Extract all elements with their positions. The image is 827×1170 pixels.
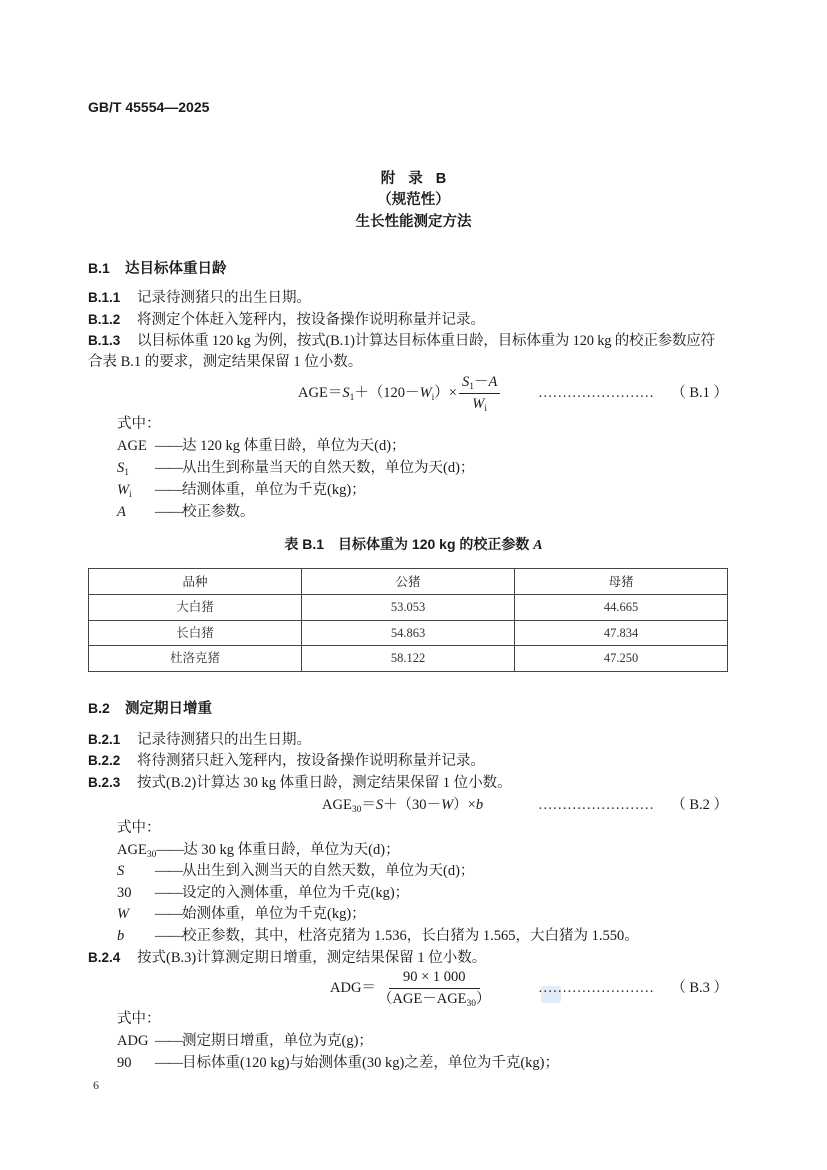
clause-text: 记录待测猪只的出生日期。 [137,732,311,748]
denominator-text: （AGE－AGE [377,991,467,1008]
section-title: 测定期日增重 [125,701,212,717]
fraction-denominator [378,989,491,1009]
symbol-letter: S [117,460,125,476]
formula-paren-open: （120－ [368,385,420,401]
table-b1 [88,568,728,672]
definition-text: 设定的入测体重，单位为千克(kg)； [182,885,410,901]
formula-number: （ B.3 ） [671,980,728,996]
definition-text: 目标体重(120 kg)与始测体重(30 kg)之差，单位为千克(kg)； [182,1055,559,1071]
formula-fraction [459,373,500,414]
annex-type: （规范性） [377,192,450,208]
clause-number: B.2.3 [88,775,121,790]
formula-b3 [330,966,493,1010]
definition-dash: —— [155,863,182,879]
section-heading-b2 [88,698,212,718]
definition-text: 达 30 kg 体重日龄，单位为天(d)； [183,842,400,858]
clause-b2-1 [88,730,311,750]
definition-b [117,926,639,946]
formula-leader-dots: …………………… [538,797,654,813]
formula-b1 [298,372,502,414]
definition-dash: —— [155,482,182,498]
definition-age [117,436,406,456]
formula-sub: i [484,404,488,415]
definition-symbol: 90 [117,1055,132,1071]
definition-text: 结测体重，单位为千克(kg)； [182,482,366,498]
section-heading-b1 [88,258,227,278]
annex-label: 附 录 B [380,171,447,187]
definition-text: 校正参数，其中，杜洛克猪为 1.536，长白猪为 1.565，大白猪为 1.550。 [182,928,639,944]
clause-text: 按式(B.3)计算测定期日增重，测定结果保留 1 位小数。 [137,950,487,966]
table-caption-number: 表 B.1 [284,536,325,552]
table-header-row [89,569,728,595]
table-caption-text: 目标体重为 120 kg 的校正参数 [338,536,534,552]
formula-var-w: W [441,797,454,813]
symbol-subscript: i [129,490,132,500]
table-row [89,595,728,621]
table-row [89,646,728,672]
clause-number: B.2.2 [88,753,121,768]
formula-var-age: AGE [298,385,328,401]
formula-fraction [378,968,491,1009]
clause-b2-2 [88,751,485,771]
definition-symbol [117,840,156,860]
cell-breed: 杜洛克猪 [89,646,302,672]
symbol-subscript: 1 [124,468,129,478]
clause-text: 按式(B.2)计算达 30 kg 体重日龄，测定结果保留 1 位小数。 [137,775,512,791]
cell-sow: 47.250 [515,646,728,672]
fraction-denominator [472,394,487,414]
definition-dash: —— [156,842,184,858]
definition-a [117,502,255,522]
definition-adg [117,1031,373,1051]
definition-symbol: W [117,906,130,922]
formula-paren-close: ） [434,385,449,401]
clause-b2-4 [88,948,486,968]
formula-var-a: A [488,374,498,391]
clause-number: B.1.2 [88,312,121,327]
where-label: 式中： [117,1011,161,1027]
formula-number: （ B.2 ） [671,797,728,813]
symbol-subscript: 30 [146,850,157,860]
section-number: B.2 [88,700,110,716]
definition-dash: —— [155,906,182,922]
definition-symbol [117,458,155,478]
clause-number: B.2.4 [88,950,121,965]
definition-symbol: b [117,928,125,944]
formula-b2 [322,795,483,815]
formula-equals: ＝ [361,797,376,813]
symbol-letter: W [117,482,130,498]
clause-b1-3 [88,331,715,351]
where-label: 式中： [117,416,161,432]
table-caption-variable: A [533,538,543,553]
formula-sub: 1 [349,393,355,403]
definition-symbol: S [117,863,125,879]
definition-dash: —— [155,504,182,520]
formula-var-b: b [475,797,484,813]
formula-number: （ B.1 ） [671,385,728,401]
definition-s [117,861,474,881]
cell-boar: 53.053 [302,595,515,621]
formula-var-s: S [461,374,470,391]
clause-number: B.1.1 [88,290,121,305]
table-caption [0,534,827,554]
formula-leader-dots: …………………… [538,385,654,401]
definition-text: 始测体重，单位为千克(kg)； [182,906,366,922]
col-header-sow: 母猪 [515,569,728,595]
formula-leader-dots: …………………… [538,980,654,996]
page-number: 6 [93,1078,99,1092]
formula-sub: 30 [351,805,362,815]
formula-plus-paren: ＋（30－ [383,797,442,813]
definition-30 [117,883,409,903]
definition-90 [117,1053,559,1073]
clause-text: 将待测猪只赶入笼秤内，按设备操作说明称量并记录。 [137,753,485,769]
clause-b1-3-continuation: 合表 B.1 的要求，测定结果保留 1 位小数。 [88,354,363,370]
definition-dash: —— [155,1033,182,1049]
col-header-breed: 品种 [89,569,302,595]
annex-title: 生长性能测定方法 [355,214,472,230]
clause-b1-1 [88,288,311,308]
definition-text: 校正参数。 [182,504,255,520]
cell-breed: 大白猪 [89,595,302,621]
section-title: 达目标体重日龄 [125,261,227,277]
formula-var-s: S [342,385,350,401]
cell-sow: 47.834 [515,620,728,646]
definition-text: 从出生到入测当天的自然天数，单位为天(d)； [182,863,475,879]
formula-minus: － [473,374,489,391]
formula-paren-times: ）× [453,797,476,813]
definition-text: 从出生到称量当天的自然天数，单位为天(d)； [182,460,475,476]
definition-symbol: 30 [117,885,132,901]
definition-symbol [117,480,155,500]
clause-number: B.2.1 [88,732,121,747]
definition-symbol: ADG [117,1033,149,1049]
formula-var-adg: ADG [330,980,362,996]
definition-symbol: A [117,504,126,520]
formula-var-w: W [472,396,485,413]
cell-sow: 44.665 [515,595,728,621]
formula-times: × [448,385,457,401]
definition-dash: —— [155,928,182,944]
definition-dash: —— [155,460,182,476]
definition-text: 测定期日增重，单位为克(g)； [182,1033,373,1049]
formula-equals: ＝ [361,980,376,996]
section-number: B.1 [88,260,110,276]
formula-var-age: AGE [322,797,352,813]
formula-sub: i [431,393,435,403]
clause-text: 记录待测猪只的出生日期。 [137,290,311,306]
formula-equals: ＝ [327,385,343,401]
clause-text: 以目标体重 120 kg 为例，按式(B.1)计算达目标体重日龄，目标体重为 120 kg 的校正参数应符 [137,333,715,349]
definition-symbol: AGE [117,438,147,454]
formula-var-w: W [419,385,432,401]
definition-w [117,904,366,924]
fraction-numerator: 90 × 1 000 [389,968,480,989]
table-row [89,620,728,646]
cell-breed: 长白猪 [89,620,302,646]
clause-number: B.1.3 [88,333,121,348]
cell-boar: 58.122 [302,646,515,672]
formula-sub: 30 [466,999,477,1010]
definition-dash: —— [155,438,182,454]
formula-var-s: S [375,797,384,813]
document-code: GB/T 45554—2025 [88,99,210,115]
formula-plus: ＋ [354,385,369,401]
definition-wi [117,480,366,500]
clause-b1-2 [88,310,485,330]
fraction-numerator [459,373,500,394]
symbol-letter: AGE [117,842,147,858]
where-label: 式中： [117,820,161,836]
clause-text: 将测定个体赶入笼秤内，按设备操作说明称量并记录。 [137,312,485,328]
definition-dash: —— [155,885,182,901]
formula-sub: 1 [469,382,474,393]
cell-boar: 54.863 [302,620,515,646]
denominator-close: ） [476,991,491,1008]
definition-s1 [117,458,474,478]
definition-dash: —— [155,1055,182,1071]
clause-b2-3 [88,773,512,793]
definition-age30 [117,840,400,860]
definition-text: 达 120 kg 体重日龄，单位为天(d)； [182,438,406,454]
col-header-boar: 公猪 [302,569,515,595]
